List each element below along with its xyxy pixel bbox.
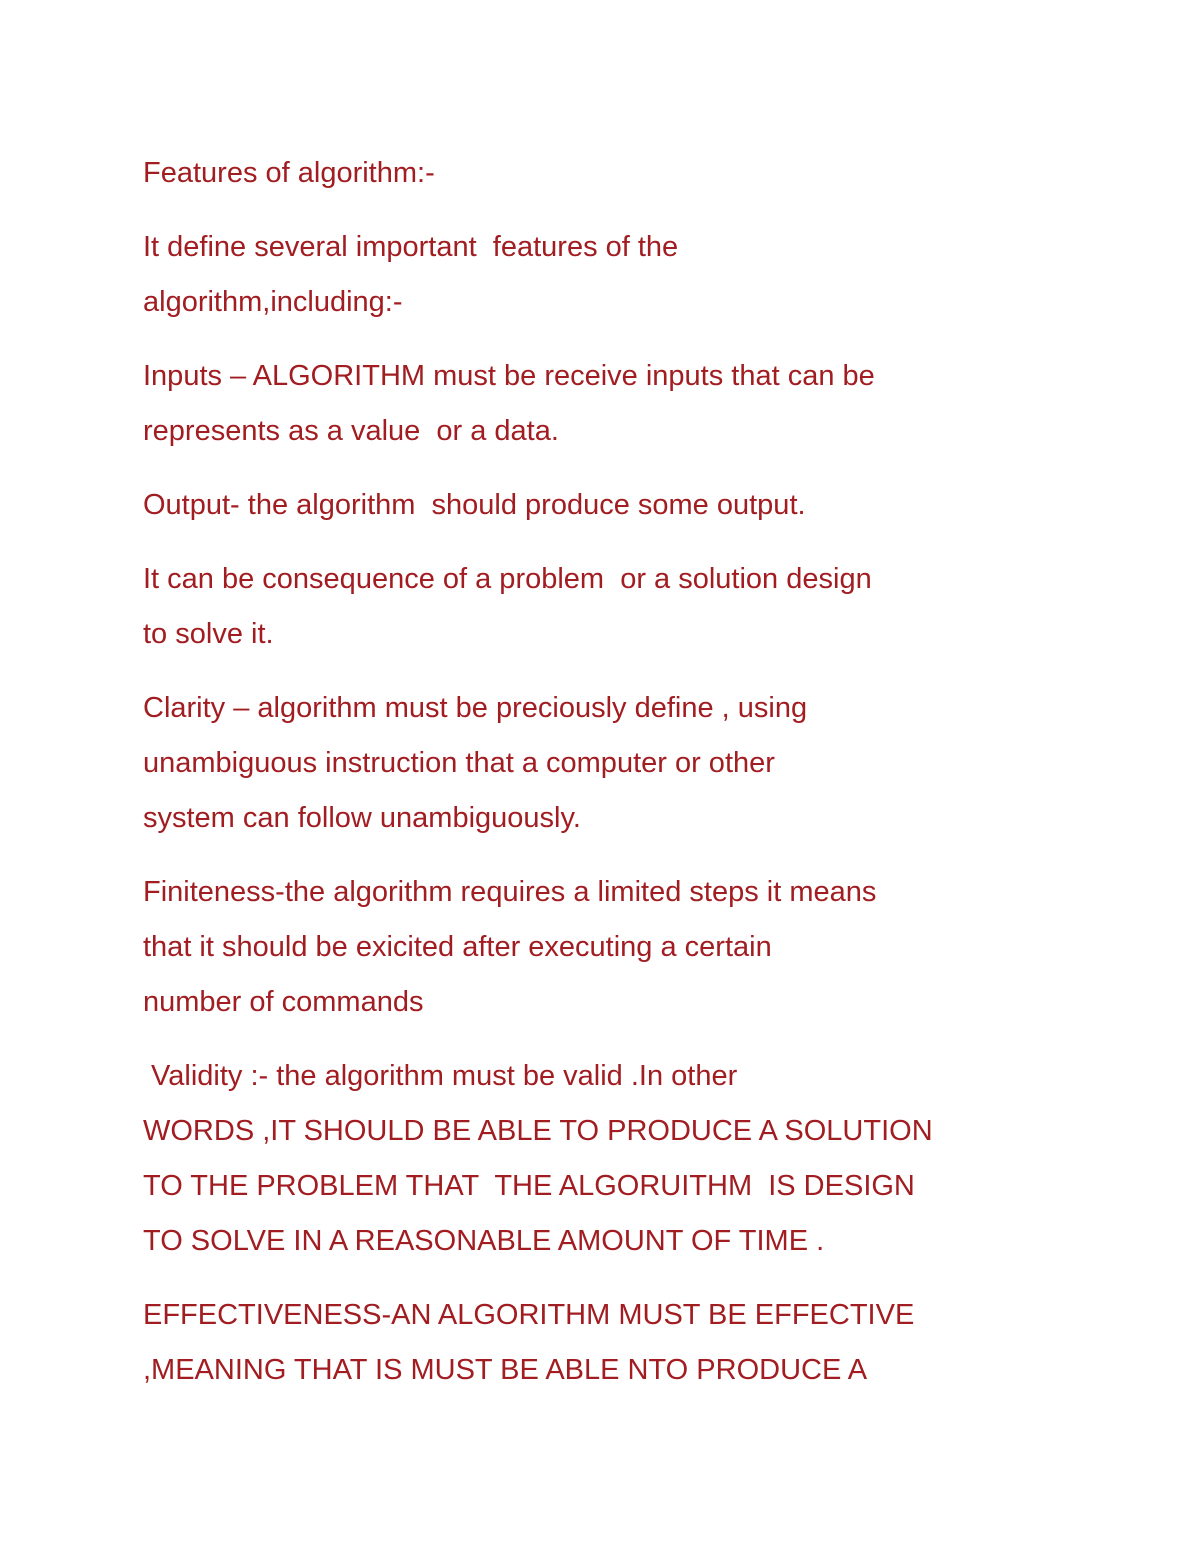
text-line: Validity :- the algorithm must be valid .In other bbox=[143, 1060, 738, 1092]
text-line: EFFECTIVENESS-AN ALGORITHM MUST BE EFFECTIVE bbox=[143, 1299, 915, 1331]
text-line: It define several important features of the bbox=[143, 231, 679, 263]
heading-features-of-algorithm bbox=[143, 146, 1073, 201]
paragraph-consequence bbox=[143, 552, 1073, 662]
text-line: unambiguous instruction that a computer or other bbox=[143, 747, 775, 779]
text-line: Finiteness-the algorithm requires a limited steps it means bbox=[143, 876, 877, 908]
text-line: algorithm,including:- bbox=[143, 286, 403, 318]
text-line: It can be consequence of a problem or a solution design bbox=[143, 563, 872, 595]
text-line: Inputs – ALGORITHM must be receive inputs that can be bbox=[143, 360, 875, 392]
text-line: to solve it. bbox=[143, 618, 274, 650]
text-line: TO SOLVE IN A REASONABLE AMOUNT OF TIME . bbox=[143, 1225, 825, 1257]
text-line: number of commands bbox=[143, 986, 424, 1018]
paragraph-finiteness bbox=[143, 865, 1073, 1030]
paragraph-output bbox=[143, 478, 1073, 533]
text-line: ,MEANING THAT IS MUST BE ABLE NTO PRODUCE A bbox=[143, 1354, 868, 1386]
paragraph-inputs bbox=[143, 349, 1073, 459]
text-line: WORDS ,IT SHOULD BE ABLE TO PRODUCE A SOLUTION bbox=[143, 1115, 933, 1147]
paragraph-validity bbox=[143, 1049, 1073, 1269]
text-line: Clarity – algorithm must be preciously define , using bbox=[143, 692, 808, 724]
document-body bbox=[143, 146, 1073, 1417]
paragraph-effectiveness bbox=[143, 1288, 1073, 1398]
paragraph-intro bbox=[143, 220, 1073, 330]
text-line: Output- the algorithm should produce some output. bbox=[143, 489, 806, 521]
paragraph-clarity bbox=[143, 681, 1073, 846]
text-line: Features of algorithm:- bbox=[143, 157, 435, 189]
text-line: that it should be exicited after executing a certain bbox=[143, 931, 772, 963]
text-line: TO THE PROBLEM THAT THE ALGORUITHM IS DESIGN bbox=[143, 1170, 915, 1202]
text-line: represents as a value or a data. bbox=[143, 415, 559, 447]
text-line: system can follow unambiguously. bbox=[143, 802, 581, 834]
